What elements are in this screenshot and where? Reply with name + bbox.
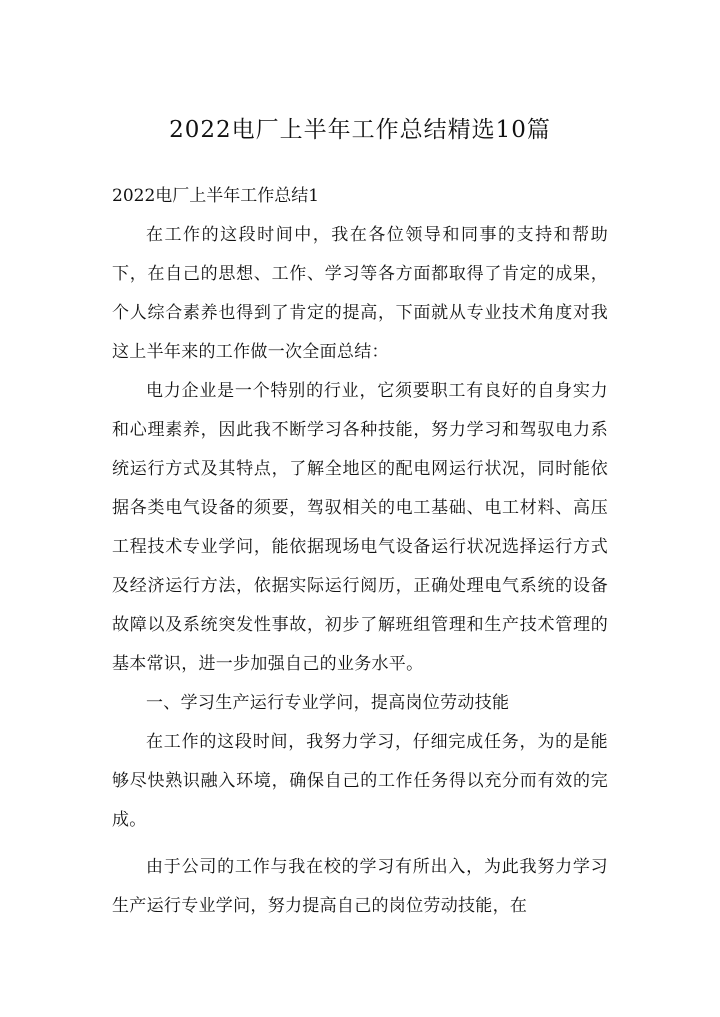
document-title: 2022电厂上半年工作总结精选10篇 bbox=[169, 117, 551, 143]
paragraph-heading-one: 一、学习生产运行专业学问，提高岗位劳动技能 bbox=[146, 693, 510, 713]
paragraph-study: 在工作的这段时间，我努力学习，仔细完成任务，为的是能够尽快熟识融入环境，确保自己的工作任务得以充分而有效的完成。 bbox=[112, 732, 608, 830]
paragraph-industry: 电力企业是一个特别的行业，它须要职工有良好的自身实力和心理素养，因此我不断学习各种技能，努力学习和驾驭电力系统运行方式及其特点，了解全地区的配电网运行状况，同时能依据各类电气设备的须要，驾驭相关的电工基础、电工材料、高压工程技术专业学问，能依据现场电气设备运行状况选择运行方式及经济运行方法，依据实际运行阅历，正确处理电气系统的设备故障以及系统突发性事故，初步了解班组管理和生产技术管理的基本常识，进一步加强自己的业务水平。 bbox=[112, 381, 608, 674]
section-title: 2022电厂上半年工作总结1 bbox=[112, 186, 320, 206]
document-body bbox=[112, 176, 608, 926]
paragraph-company: 由于公司的工作与我在校的学习有所出入，为此我努力学习生产运行专业学问，努力提高自己的岗位劳动技能，在 bbox=[112, 857, 608, 916]
paragraph-intro: 在工作的这段时间中，我在各位领导和同事的支持和帮助下，在自己的思想、工作、学习等各方面都取得了肯定的成果，个人综合素养也得到了肯定的提高，下面就从专业技术角度对我这上半年来的工作做一次全面总结： bbox=[112, 225, 608, 362]
